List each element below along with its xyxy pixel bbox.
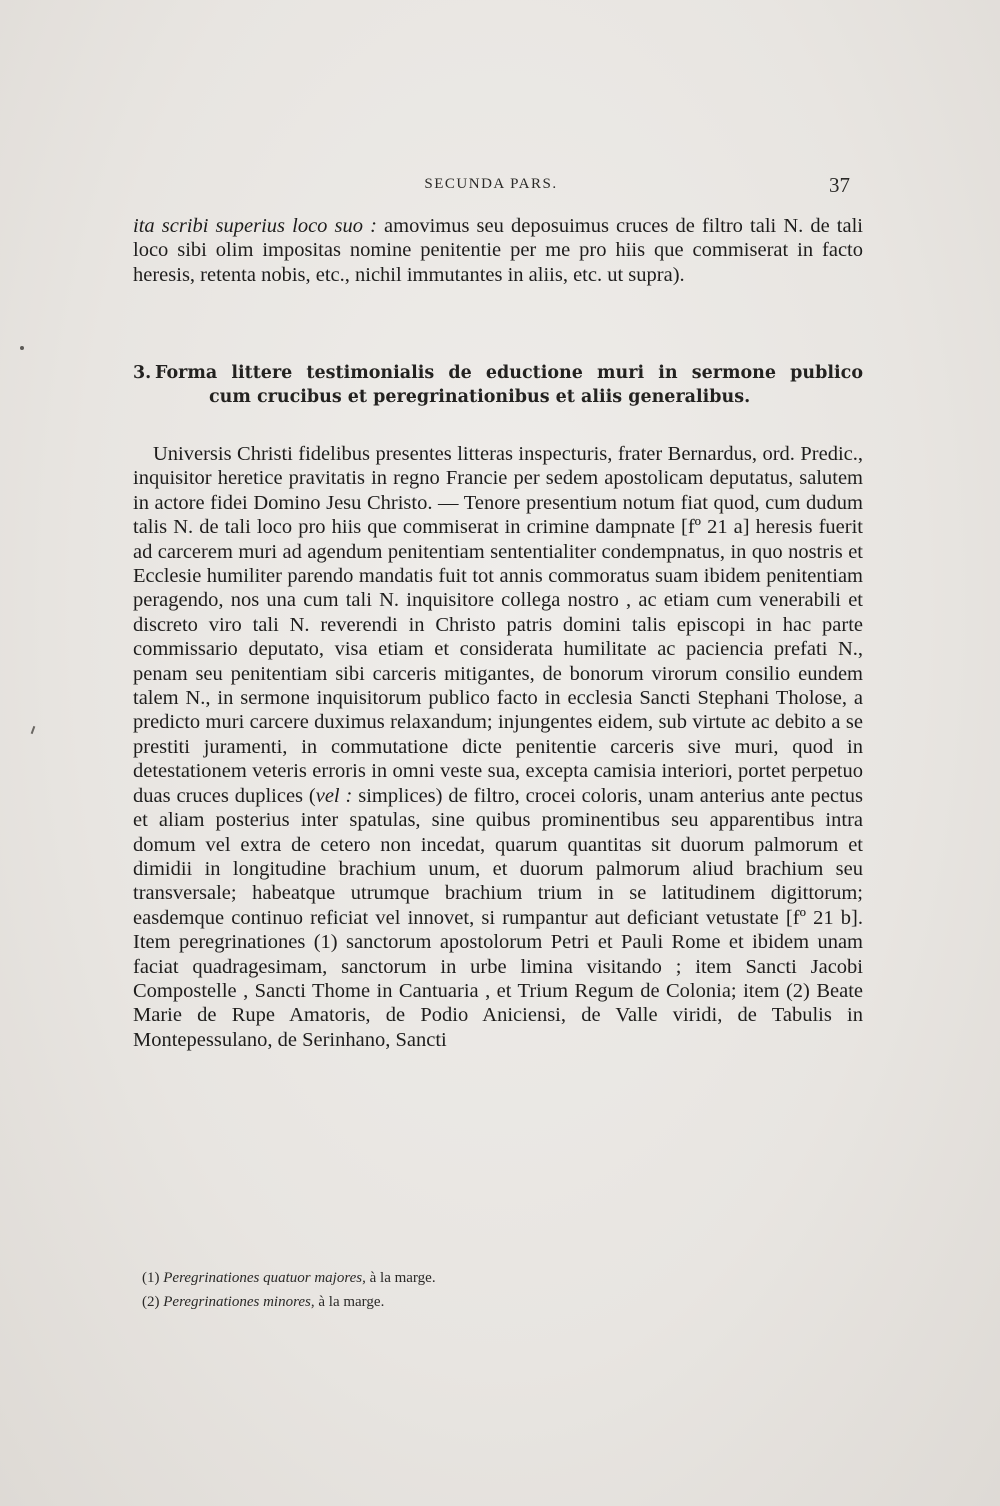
running-head-title: SECUNDA PARS.	[424, 176, 558, 192]
footnote	[142, 1290, 842, 1314]
section-heading-line-1: Forma littere testimonialis de eductione muri in sermone publico	[155, 363, 863, 383]
footnotes	[142, 1266, 842, 1314]
footnote-italic: Peregrinationes quatuor majores	[163, 1270, 363, 1286]
footnote-text: , à la marge.	[362, 1270, 436, 1286]
footnote-mark: (1)	[142, 1270, 160, 1286]
body-text-part-1: Universis Christi fidelibus presentes litteras inspecturis, frater Bernardus, ord. Predic., inquisitor heretice pravitatis in regno Francie per sedem apostolicam deputatus, salutem in actore fidei Domino Jesu Christo. — Tenore presentium notum fiat quod, cum dudum talis N. de tali loco pro hiis que commiserat in crimine dampnate [fº 21 a] heresis fuerit ad carcerem muri ad agendum penitentiam sententialiter condempnatus, in quo nostris et Ecclesie humiliter parendo mandatis fuit tot annis commoratus suam ibidem penitentiam peragendo, nos una cum tali N. inquisitore collega nostro , ac etiam cum venerabili et discreto viro tali N. reverendi in Christo patris domini talis episcopi in hac parte commissario deputato, visa etiam et considerata humilitate ac paciencia prefati N., penam seu penitentiam sibi carceris mitigantes, de bonorum virorum consilio eundem talem N., in sermone inquisitorum publico facto in ecclesia Sancti Stephani Tholose, a predicto muri carcere duximus relaxandum; injungentes eidem, sub virtute ac debito a se prestiti juramenti, in commutatione dicte penitentie carceris sive muri, quod in detestationem veteris erroris in omni veste sua, excepta camisia interiori, portet perpetuo duas cruces duplices (	[133, 443, 863, 807]
stray-mark	[20, 346, 24, 350]
footnote-mark: (2)	[142, 1294, 160, 1310]
page-number: 37	[829, 173, 850, 197]
footnote-text: , à la marge.	[310, 1294, 385, 1310]
section-number: 3.	[133, 363, 152, 383]
body-paragraph	[133, 442, 863, 1052]
intro-paragraph	[133, 214, 863, 287]
intro-italic-lead: ita scribi superius loco suo :	[133, 215, 377, 237]
footnote	[142, 1266, 842, 1290]
footnote-italic: Peregrinationes minores	[163, 1294, 311, 1310]
running-head	[134, 173, 850, 200]
intro-text: amovimus seu deposuimus cruces de filtro tali N. de tali loco sibi olim impositas nomine penitentie per me pro hiis que commiserat in facto heresis, retenta nobis, etc., nichil immutantes in aliis, etc. ut supra).	[133, 215, 863, 286]
section-heading-line-2: cum crucibus et peregrinationibus et aliis generalibus.	[209, 387, 751, 407]
body-text-part-2: simplices) de filtro, crocei coloris, unam anterius ante pectus et aliam posterius inter spatulas, sine quibus prominentibus seu apparentibus intra domum vel extra de cetero non incedat, quarum quantitas sit duorum palmorum et dimidii in longitudine brachium unum, et duorum palmorum aliud brachium seu transversale; habeatque utrumque brachium trium in se latitudinem digittorum; easdemque continuo reficiat vel innovet, si rumpantur aut deficiant vetustate [fº 21 b]. Item peregrinationes (1) sanctorum apostolorum Petri et Pauli Rome et ibidem unam faciat quadragesimam, sanctorum in urbe limina visitando ; item Sancti Jacobi Compostelle , Sancti Thome in Cantuaria , et Trium Regum de Colonia; item (2) Beate Marie de Rupe Amatoris, de Podio Aniciensi, de Valle viridi, de Tabulis in Montepessulano, de Serinhano, Sancti	[133, 784, 863, 1051]
stray-mark	[31, 726, 36, 734]
body-italic-vel: vel :	[315, 784, 353, 807]
